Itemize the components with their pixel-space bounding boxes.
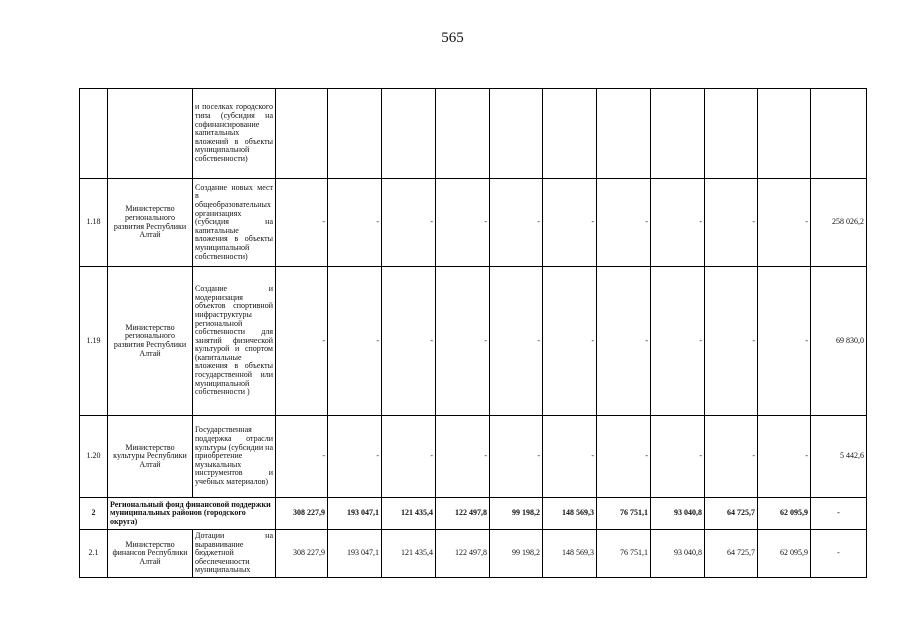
row-value: 99 198,2	[490, 498, 543, 530]
row-organization: Министерство регионального развития Республики Алтай	[108, 179, 193, 267]
row-value: 64 725,7	[705, 498, 758, 530]
table-row	[80, 89, 867, 179]
row-organization: Региональный фонд финансовой поддержки муниципальных районов (городского округа)	[108, 498, 276, 530]
row-value: -	[651, 179, 705, 267]
row-value: 193 047,1	[328, 498, 382, 530]
row-value	[758, 89, 811, 179]
row-value: -	[328, 267, 382, 416]
row-number: 1.20	[80, 416, 108, 498]
row-value: 122 497,8	[436, 498, 490, 530]
row-value: -	[490, 179, 543, 267]
row-value: -	[597, 416, 651, 498]
row-value: 64 725,7	[705, 530, 758, 578]
row-value: -	[597, 179, 651, 267]
row-organization	[108, 89, 193, 179]
row-value: -	[328, 179, 382, 267]
row-value: -	[276, 416, 328, 498]
row-value	[328, 89, 382, 179]
page-number: 565	[441, 30, 464, 46]
row-value: 69 830,0	[811, 267, 867, 416]
row-number	[80, 89, 108, 179]
row-value: 76 751,1	[597, 530, 651, 578]
row-value: -	[705, 179, 758, 267]
row-value: -	[543, 267, 597, 416]
table-row	[80, 498, 867, 530]
row-value: 258 026,2	[811, 179, 867, 267]
row-value	[705, 89, 758, 179]
row-value	[382, 89, 436, 179]
row-organization: Министерство финансов Республики Алтай	[108, 530, 193, 578]
row-value	[543, 89, 597, 179]
row-value: 148 569,3	[543, 498, 597, 530]
table-row	[80, 416, 867, 498]
row-value	[597, 89, 651, 179]
row-value: 193 047,1	[328, 530, 382, 578]
row-value: 308 227,9	[276, 530, 328, 578]
row-value: -	[328, 416, 382, 498]
row-value: -	[758, 416, 811, 498]
row-value: 99 198,2	[490, 530, 543, 578]
row-value: -	[382, 267, 436, 416]
row-value: -	[811, 498, 867, 530]
table-row	[80, 179, 867, 267]
row-value: -	[490, 267, 543, 416]
row-description: Дотации на выравнивание бюджетной обеспеченности муниципальных	[193, 530, 276, 578]
row-value: -	[811, 530, 867, 578]
row-value: 76 751,1	[597, 498, 651, 530]
row-organization: Министерство культуры Республики Алтай	[108, 416, 193, 498]
row-value: 148 569,3	[543, 530, 597, 578]
row-value: -	[705, 416, 758, 498]
row-value: -	[543, 416, 597, 498]
row-value	[436, 89, 490, 179]
row-value: -	[436, 179, 490, 267]
row-value	[811, 89, 867, 179]
row-value: -	[758, 267, 811, 416]
row-description: и поселках городского типа (субсидия на софинансирование капитальных вложений в объекты муниципальной собственности)	[193, 89, 276, 179]
row-number: 2	[80, 498, 108, 530]
row-value: -	[490, 416, 543, 498]
row-value	[490, 89, 543, 179]
table-row	[80, 530, 867, 578]
row-value: 121 435,4	[382, 530, 436, 578]
row-value: 93 040,8	[651, 530, 705, 578]
row-value: 121 435,4	[382, 498, 436, 530]
row-number: 2.1	[80, 530, 108, 578]
row-value	[276, 89, 328, 179]
row-value: -	[705, 267, 758, 416]
row-description: Создание и модернизация объектов спортивной инфраструктуры региональной собственности для занятий физической культурой и спортом (капитальные вложения в объекты государственной или муниципальной собственности )	[193, 267, 276, 416]
row-value: -	[436, 416, 490, 498]
row-value: 62 095,9	[758, 498, 811, 530]
row-value: 308 227,9	[276, 498, 328, 530]
row-number: 1.19	[80, 267, 108, 416]
row-value: -	[382, 179, 436, 267]
row-number: 1.18	[80, 179, 108, 267]
row-value	[651, 89, 705, 179]
row-value: 122 497,8	[436, 530, 490, 578]
row-value: 5 442,6	[811, 416, 867, 498]
row-value: -	[651, 416, 705, 498]
row-value: -	[276, 267, 328, 416]
row-description: Государственная поддержка отрасли культуры (субсидии на приобретение музыкальных инструментов и учебных материалов)	[193, 416, 276, 498]
row-organization: Министерство регионального развития Республики Алтай	[108, 267, 193, 416]
row-value: -	[543, 179, 597, 267]
row-value: -	[651, 267, 705, 416]
row-value: 93 040,8	[651, 498, 705, 530]
row-value: -	[382, 416, 436, 498]
row-value: 62 095,9	[758, 530, 811, 578]
row-value: -	[276, 179, 328, 267]
row-value: -	[597, 267, 651, 416]
budget-table	[79, 88, 867, 578]
table-row	[80, 267, 867, 416]
row-value: -	[436, 267, 490, 416]
row-description: Создание новых мест в общеобразовательных организациях (субсидия на капитальные вложения в объекты муниципальной собственности)	[193, 179, 276, 267]
row-value: -	[758, 179, 811, 267]
